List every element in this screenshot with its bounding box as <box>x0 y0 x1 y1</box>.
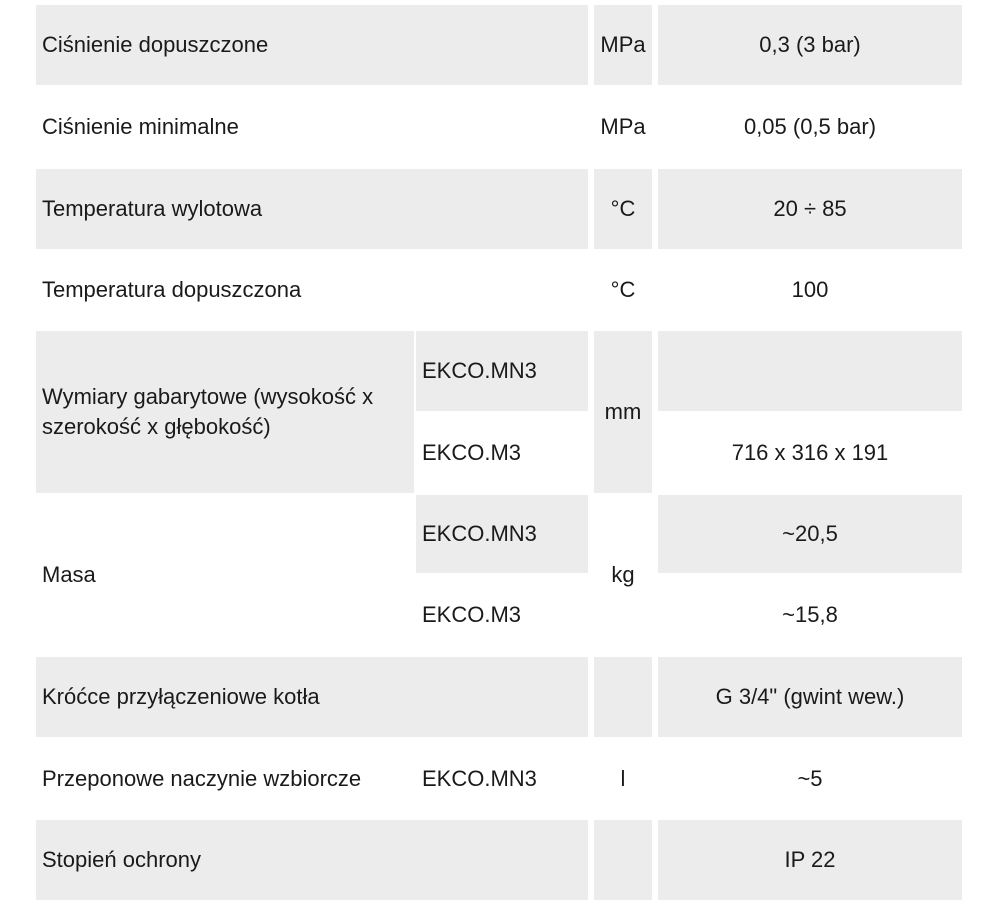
model-name: EKCO.M3 <box>416 575 588 655</box>
param-label: Ciśnienie minimalne <box>36 87 588 167</box>
param-value: ~5 <box>658 739 962 819</box>
param-label: Wymiary gabarytowe (wysokość x szerokość x głębokość) <box>36 331 414 493</box>
param-unit: °C <box>594 250 652 330</box>
param-unit: MPa <box>594 87 652 167</box>
param-value: IP 22 <box>658 820 962 900</box>
param-value <box>658 331 962 411</box>
param-label: Masa <box>36 495 414 655</box>
param-label: Temperatura dopuszczona <box>36 250 588 330</box>
model-name: EKCO.M3 <box>416 413 588 493</box>
param-label: Temperatura wylotowa <box>36 169 588 249</box>
param-label: Ciśnienie dopuszczone <box>36 5 588 85</box>
param-value: 20 ÷ 85 <box>658 169 962 249</box>
param-value: 100 <box>658 250 962 330</box>
param-label: Króćce przyłączeniowe kotła <box>36 657 588 737</box>
param-unit: MPa <box>594 5 652 85</box>
param-unit: °C <box>594 169 652 249</box>
param-value: G 3/4" (gwint wew.) <box>658 657 962 737</box>
param-unit: kg <box>594 495 652 655</box>
param-unit: l <box>594 739 652 819</box>
model-name: EKCO.MN3 <box>416 331 588 411</box>
param-unit <box>594 657 652 737</box>
param-value: 0,05 (0,5 bar) <box>658 87 962 167</box>
param-unit: mm <box>594 331 652 493</box>
param-unit <box>594 820 652 900</box>
model-name: EKCO.MN3 <box>416 739 588 819</box>
param-label: Stopień ochrony <box>36 820 588 900</box>
param-value: 0,3 (3 bar) <box>658 5 962 85</box>
param-value: 716 x 316 x 191 <box>658 413 962 493</box>
param-value: ~15,8 <box>658 575 962 655</box>
param-value: ~20,5 <box>658 495 962 573</box>
model-name: EKCO.MN3 <box>416 495 588 573</box>
param-label: Przeponowe naczynie wzbiorcze <box>36 739 414 819</box>
